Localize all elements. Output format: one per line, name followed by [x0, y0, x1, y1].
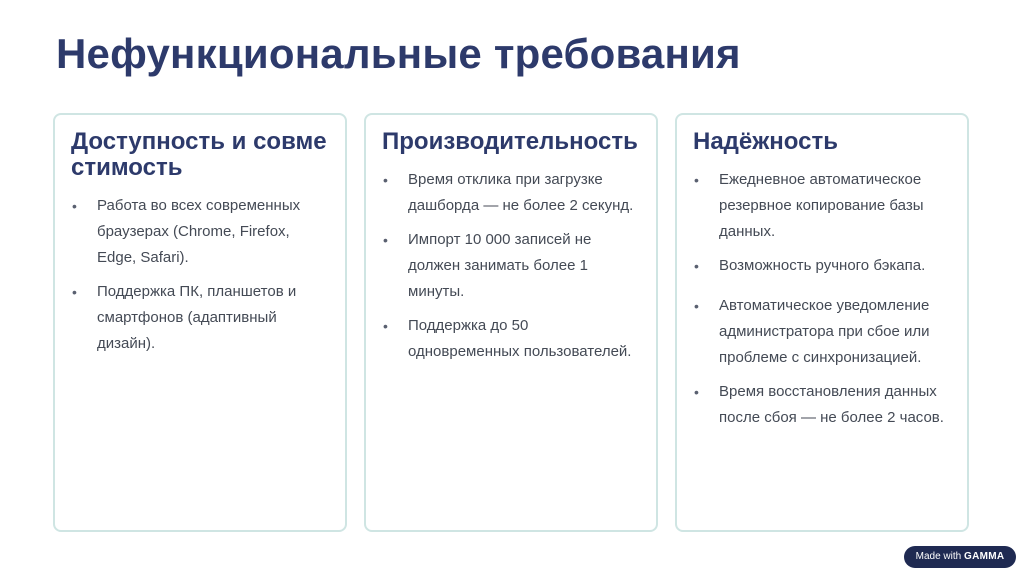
- card-heading: Производительность: [382, 128, 638, 155]
- page-title: Нефункциональные требования: [56, 30, 741, 77]
- card-list: [71, 193, 329, 357]
- badge-prefix: Made with: [915, 551, 962, 562]
- list-item: [693, 293, 951, 371]
- list-item: [693, 167, 951, 245]
- list-item: [382, 167, 640, 219]
- list-item-text: Поддержка ПК, планшетов и смартфонов (адаптивный дизайн).: [97, 283, 297, 352]
- bullet-icon: •: [694, 172, 699, 188]
- list-item-text: Импорт 10 000 записей не должен занимать более 1 минуты.: [408, 231, 592, 300]
- list-item: [382, 227, 640, 305]
- card-heading: Надёжность: [693, 128, 838, 155]
- gamma-logo: GAMMA: [963, 551, 1005, 562]
- made-with-gamma-badge[interactable]: [904, 546, 1016, 568]
- list-item: [71, 279, 329, 357]
- bullet-icon: •: [72, 284, 77, 300]
- card-performance: [364, 113, 658, 532]
- list-item-text: Автоматическое уведомление администратора при сбое или проблеме с синхронизацией.: [719, 297, 930, 366]
- card-accessibility: [53, 113, 347, 532]
- list-item: [71, 193, 329, 271]
- card-reliability: [675, 113, 969, 532]
- list-item: [693, 379, 951, 431]
- list-item-text: Ежедневное автоматическое резервное копирование базы данных.: [719, 171, 924, 240]
- bullet-icon: •: [694, 258, 699, 274]
- card-heading: Доступность и совместимость: [71, 128, 327, 181]
- list-item-text: Поддержка до 50 одновременных пользователей.: [408, 317, 632, 360]
- list-item: [382, 313, 640, 365]
- list-item-text: Работа во всех современных браузерах (Chrome, Firefox, Edge, Safari).: [97, 197, 301, 266]
- bullet-icon: •: [383, 172, 388, 188]
- card-list: [693, 167, 951, 431]
- bullet-icon: •: [694, 384, 699, 400]
- bullet-icon: •: [72, 198, 77, 214]
- list-item: [693, 253, 951, 279]
- bullet-icon: •: [383, 318, 388, 334]
- list-item-text: Время восстановления данных после сбоя — не более 2 часов.: [719, 383, 944, 426]
- list-item-text: Возможность ручного бэкапа.: [719, 257, 926, 274]
- list-item-text: Время отклика при загрузке дашборда — не более 2 секунд.: [408, 171, 634, 214]
- card-list: [382, 167, 640, 365]
- bullet-icon: •: [383, 232, 388, 248]
- bullet-icon: •: [694, 298, 699, 314]
